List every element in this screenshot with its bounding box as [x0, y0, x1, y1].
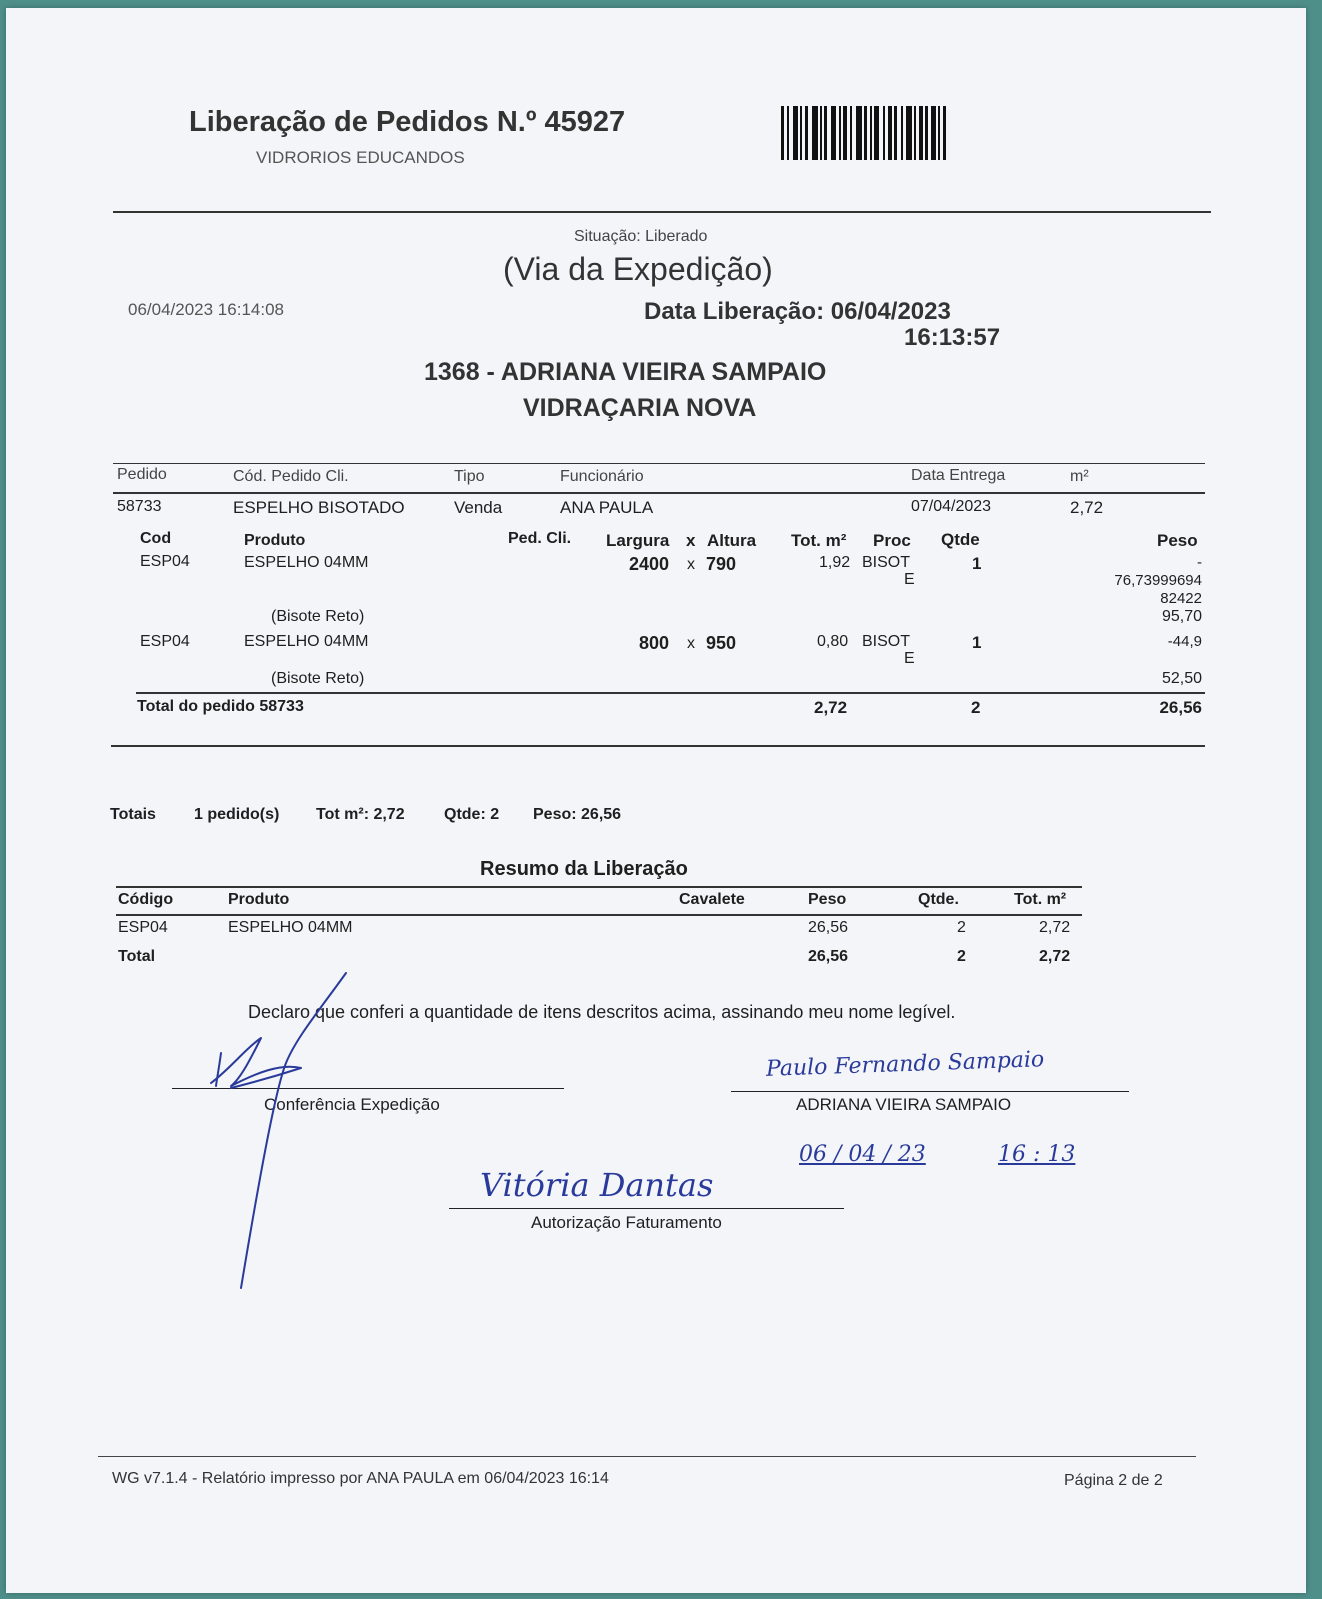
section-divider	[111, 745, 1205, 747]
order-total-label: Total do pedido 58733	[137, 698, 304, 715]
client-name: 1368 - ADRIANA VIEIRA SAMPAIO	[424, 358, 827, 386]
item2-peso-line1: -44,9	[1167, 633, 1202, 650]
document-title: Liberação de Pedidos N.º 45927	[189, 106, 626, 138]
summary-row-peso: 26,56	[808, 919, 849, 936]
summary-col-peso: Peso	[808, 891, 847, 908]
item1-peso-line2: 76,73999694	[1114, 572, 1202, 589]
order-total-m2: 2,72	[814, 698, 848, 717]
conference-signature-scribble	[201, 968, 351, 1298]
totals-qtde: Qtde: 2	[444, 806, 500, 823]
client-handwritten-signature: Paulo Fernando Sampaio	[765, 1047, 1045, 1082]
totals-label: Totais	[110, 806, 156, 823]
summary-col-produto: Produto	[228, 891, 290, 908]
footer-divider	[98, 1456, 1196, 1457]
summary-col-qtde: Qtde.	[918, 891, 959, 908]
totals-m2: Tot m²: 2,72	[316, 806, 405, 823]
summary-title: Resumo da Liberação	[480, 858, 688, 880]
col-data-entrega: Data Entrega	[911, 467, 1006, 484]
summary-col-tot-m2: Tot. m²	[1014, 891, 1067, 908]
summary-total-qtde: 2	[957, 948, 966, 965]
header-divider	[113, 211, 1211, 213]
item2-tot-m2: 0,80	[817, 633, 849, 650]
col-cod: Cod	[140, 530, 172, 547]
item1-qtde: 1	[972, 554, 982, 573]
item1-peso-line1: -	[1197, 554, 1202, 571]
item1-proc-cont: E	[904, 571, 915, 588]
conference-label: Conferência Expedição	[264, 1095, 440, 1114]
col-produto: Produto	[244, 532, 306, 549]
item2-altura: 950	[706, 633, 737, 653]
order-pedido: 58733	[117, 498, 162, 515]
summary-header-line	[116, 914, 1082, 916]
authorization-label: Autorização Faturamento	[531, 1213, 722, 1232]
totals-pedidos: 1 pedido(s)	[194, 806, 280, 823]
declaration-text: Declaro que conferi a quantidade de itens descritos acima, assinando meu nome legível.	[248, 1002, 956, 1022]
authorization-signature-line	[449, 1208, 844, 1209]
item1-produto: ESPELHO 04MM	[244, 554, 369, 571]
footer-left: WG v7.1.4 - Relatório impresso por ANA PAULA em 06/04/2023 16:14	[112, 1470, 609, 1487]
col-m2: m²	[1070, 468, 1089, 485]
order-total-qtde: 2	[971, 698, 981, 717]
summary-col-cavalete: Cavalete	[679, 891, 745, 908]
item2-qtde: 1	[972, 633, 982, 652]
item1-sub-peso: 95,70	[1161, 608, 1202, 625]
summary-row-codigo: ESP04	[118, 919, 168, 936]
summary-top-line	[116, 886, 1082, 888]
item2-produto: ESPELHO 04MM	[244, 633, 369, 650]
handwritten-time: 16 : 13	[998, 1142, 1076, 1167]
items-total-line	[136, 692, 1205, 694]
footer-page-number: Página 2 de 2	[1064, 1472, 1163, 1489]
item1-sub: (Bisote Reto)	[271, 608, 365, 625]
release-date: Data Liberação: 06/04/2023	[644, 298, 951, 325]
order-table-top	[113, 463, 1205, 464]
item1-tot-m2: 1,92	[819, 554, 851, 571]
item1-cod: ESP04	[140, 553, 190, 570]
col-tipo: Tipo	[454, 468, 485, 485]
printed-timestamp: 06/04/2023 16:14:08	[128, 300, 284, 319]
authorization-handwritten-signature: Vitória Dantas	[480, 1166, 714, 1204]
col-largura: Largura	[606, 531, 670, 550]
order-total-peso: 26,56	[1159, 698, 1202, 717]
order-m2: 2,72	[1070, 498, 1104, 517]
col-peso: Peso	[1157, 531, 1198, 550]
order-table-header-line	[113, 492, 1205, 494]
col-qtde: Qtde	[941, 530, 980, 549]
col-proc: Proc	[873, 531, 911, 550]
summary-row-tot-m2: 2,72	[1039, 919, 1071, 936]
summary-row-qtde: 2	[957, 919, 966, 936]
col-x: x	[686, 531, 696, 550]
summary-col-codigo: Código	[118, 891, 174, 908]
item1-largura: 2400	[629, 554, 670, 574]
col-cod-pedido-cli: Cód. Pedido Cli.	[233, 468, 349, 485]
document-sheet	[6, 8, 1306, 1593]
item2-proc: BISOT	[862, 633, 911, 650]
via-title: (Via da Expedição)	[503, 251, 773, 287]
col-funcionario: Funcionário	[560, 468, 644, 485]
item1-proc: BISOT	[862, 554, 911, 571]
col-ped-cli: Ped. Cli.	[508, 530, 572, 547]
release-time: 16:13:57	[904, 324, 1001, 351]
summary-total-label: Total	[118, 948, 156, 965]
totals-peso: Peso: 26,56	[533, 806, 622, 823]
item1-peso-line3: 82422	[1160, 590, 1202, 607]
item2-sub-peso: 52,50	[1161, 670, 1202, 687]
col-altura: Altura	[707, 531, 757, 550]
item2-sub: (Bisote Reto)	[271, 670, 365, 687]
item2-x: x	[687, 635, 695, 652]
item2-proc-cont: E	[904, 650, 915, 667]
client-signature-label: ADRIANA VIEIRA SAMPAIO	[796, 1095, 1012, 1114]
handwritten-date: 06 / 04 / 23	[799, 1142, 926, 1167]
order-cod-cli: ESPELHO BISOTADO	[233, 498, 405, 517]
barcode-icon	[781, 106, 981, 160]
item1-altura: 790	[706, 554, 737, 574]
summary-row-produto: ESPELHO 04MM	[228, 919, 353, 936]
item2-cod: ESP04	[140, 633, 190, 650]
order-data-entrega: 07/04/2023	[911, 498, 992, 515]
client-signature-line	[731, 1091, 1129, 1092]
col-pedido: Pedido	[117, 466, 167, 483]
summary-total-tot-m2: 2,72	[1039, 948, 1071, 965]
order-funcionario: ANA PAULA	[560, 498, 654, 517]
order-tipo: Venda	[454, 498, 503, 517]
summary-total-peso: 26,56	[808, 948, 849, 965]
status-text: Situação: Liberado	[574, 228, 708, 245]
company-name: VIDRORIOS EDUCANDOS	[256, 148, 465, 167]
item2-largura: 800	[639, 633, 670, 653]
client-company: VIDRAÇARIA NOVA	[523, 394, 757, 422]
col-tot-m2: Tot. m²	[791, 531, 847, 550]
item1-x: x	[687, 556, 695, 573]
